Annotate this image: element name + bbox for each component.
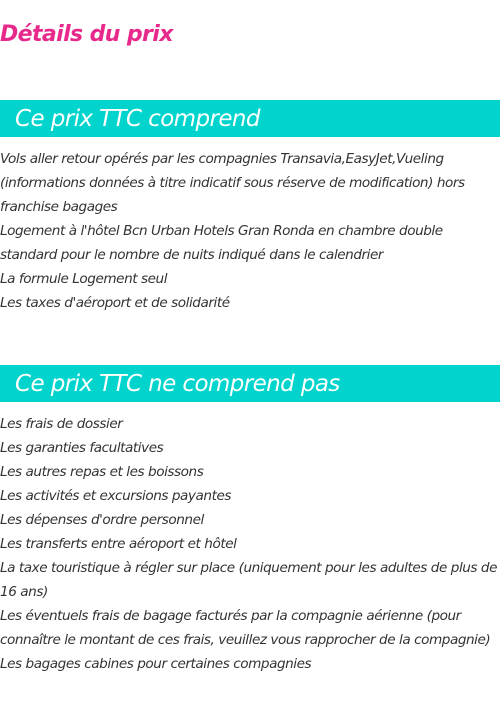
excludes-section-header: [0, 365, 500, 402]
excludes-item: Les autres repas et les boissons: [0, 464, 204, 480]
includes-item: Les taxes d'aéroport et de solidarité: [0, 295, 230, 311]
page-title: Détails du prix: [0, 22, 173, 47]
excludes-item: Les bagages cabines pour certaines compagnies: [0, 656, 312, 672]
includes-list: [0, 147, 500, 315]
excludes-item: Les éventuels frais de bagage facturés par la compagnie aérienne (pour connaître le montant de ces frais, veuillez vous rapprocher de la compagnie): [0, 608, 491, 648]
excludes-item: La taxe touristique à régler sur place (uniquement pour les adultes de plus de 16 ans): [0, 560, 498, 600]
excludes-section-title: Ce prix TTC ne comprend pas: [15, 370, 340, 397]
includes-section-header: [0, 100, 500, 137]
excludes-item: Les transferts entre aéroport et hôtel: [0, 536, 237, 552]
includes-item: Logement à l'hôtel Bcn Urban Hotels Gran Ronda en chambre double standard pour le nombre de nuits indiqué dans le calendrier: [0, 223, 443, 263]
excludes-item: Les dépenses d'ordre personnel: [0, 512, 204, 528]
includes-item: Vols aller retour opérés par les compagnies Transavia,EasyJet,Vueling (informations données à titre indicatif sous réserve de modification) hors franchise bagages: [0, 151, 465, 215]
includes-item: La formule Logement seul: [0, 271, 168, 287]
includes-section-title: Ce prix TTC comprend: [15, 105, 260, 132]
excludes-item: Les garanties facultatives: [0, 440, 164, 456]
excludes-list: [0, 412, 500, 676]
excludes-item: Les activités et excursions payantes: [0, 488, 231, 504]
excludes-item: Les frais de dossier: [0, 416, 123, 432]
